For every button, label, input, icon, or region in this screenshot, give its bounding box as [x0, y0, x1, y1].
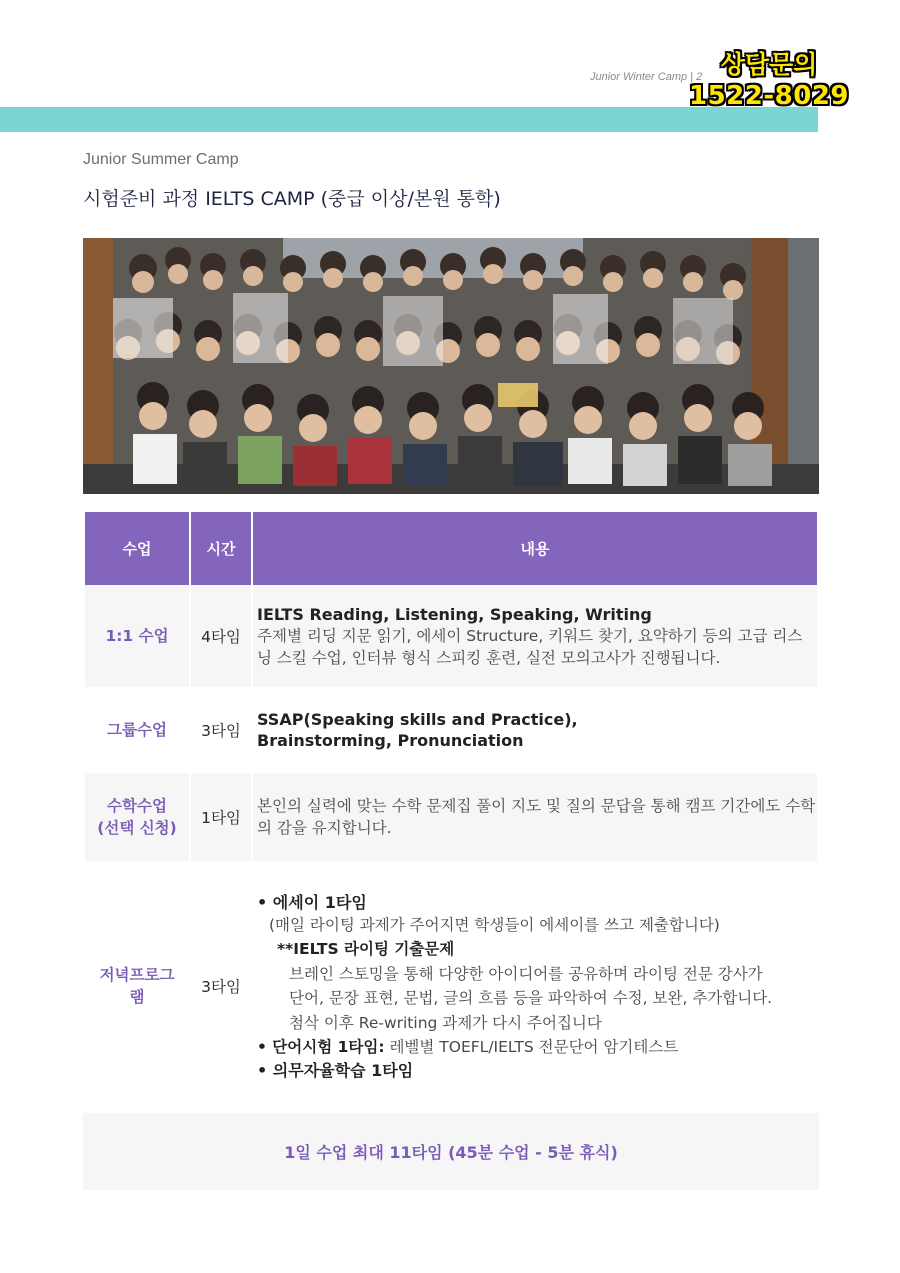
row-heading-line1: SSAP(Speaking skills and Practice),	[257, 710, 578, 729]
row-class-line2: (선택 신청)	[97, 819, 177, 837]
bullet-vocab	[257, 1035, 817, 1060]
row-class-line2: 램	[129, 988, 145, 1006]
bullet-essay: • 에세이 1타임	[257, 892, 367, 912]
row-time: 1타임	[191, 773, 251, 861]
row-content	[253, 861, 817, 1111]
row-content	[253, 585, 817, 687]
writing-text-1: 브레인 스토밍을 통해 다양한 아이디어를 공유하며 라이팅 전문 강사가	[289, 964, 763, 983]
table-header-row	[85, 512, 817, 585]
table-row	[85, 773, 817, 861]
row-time: 4타임	[191, 585, 251, 687]
row-class: 그룹수업	[107, 721, 167, 739]
row-class-line1: 수학수업	[107, 797, 167, 815]
table-row	[85, 687, 817, 773]
daily-schedule-note: 1일 수업 최대 11타임 (45분 수업 - 5분 휴식)	[83, 1113, 819, 1190]
bullet-vocab-label: • 단어시험 1타임:	[257, 1038, 385, 1056]
row-class: 1:1 수업	[85, 585, 189, 687]
row-heading-line2: Brainstorming, Pronunciation	[257, 731, 524, 750]
camp-header-label: Junior Winter Camp | 2	[590, 71, 703, 83]
writing-text-3: 첨삭 이후 Re-writing 과제가 다시 주어집니다	[289, 1013, 602, 1032]
table-row	[85, 861, 817, 1111]
row-class	[85, 861, 189, 1111]
consult-phone[interactable]: 1522-8029	[688, 81, 850, 111]
row-class-line1: 저녁프로그	[99, 966, 175, 984]
header-class: 수업	[85, 512, 189, 585]
group-photo-illustration	[83, 238, 819, 494]
bullet-self-study: • 의무자율학습 1타임	[257, 1060, 414, 1080]
bullet-essay-note: (매일 라이팅 과제가 주어지면 학생들이 에세이를 쓰고 제출합니다)	[269, 915, 720, 934]
writing-subheading: **IELTS 라이팅 기출문제	[277, 940, 455, 958]
consult-overlay[interactable]	[684, 50, 854, 112]
row-content	[253, 773, 817, 861]
row-text: 주제별 리딩 지문 읽기, 에세이 Structure, 키워드 찾기, 요약하기 등의 고급 리스닝 스킬 수업, 인터뷰 형식 스피킹 훈련, 실전 모의고사가 진행됩니다.	[257, 626, 803, 667]
group-photo	[83, 238, 819, 494]
header-time: 시간	[191, 512, 251, 585]
schedule-table	[83, 512, 819, 1111]
row-class	[85, 773, 189, 861]
camp-title: 시험준비 과정 IELTS CAMP (중급 이상/본원 통학)	[83, 188, 501, 210]
consult-title: 상담문의	[720, 50, 818, 79]
header-content: 내용	[253, 512, 817, 585]
row-heading: IELTS Reading, Listening, Speaking, Writing	[257, 604, 652, 624]
row-content	[253, 687, 817, 773]
table-row	[85, 585, 817, 687]
row-text: 본인의 실력에 맞는 수학 문제집 풀이 지도 및 질의 문답을 통해 캠프 기간에도 수학의 감을 유지합니다.	[257, 797, 816, 837]
bullet-vocab-text: 레벨별 TOEFL/IELTS 전문단어 암기테스트	[384, 1038, 679, 1056]
writing-text-2: 단어, 문장 표현, 문법, 글의 흐름 등을 파악하여 수정, 보완, 추가합니다.	[289, 989, 773, 1007]
row-time: 3타임	[201, 978, 241, 996]
row-time: 3타임	[201, 722, 241, 740]
camp-subtitle: Junior Summer Camp	[83, 151, 239, 168]
